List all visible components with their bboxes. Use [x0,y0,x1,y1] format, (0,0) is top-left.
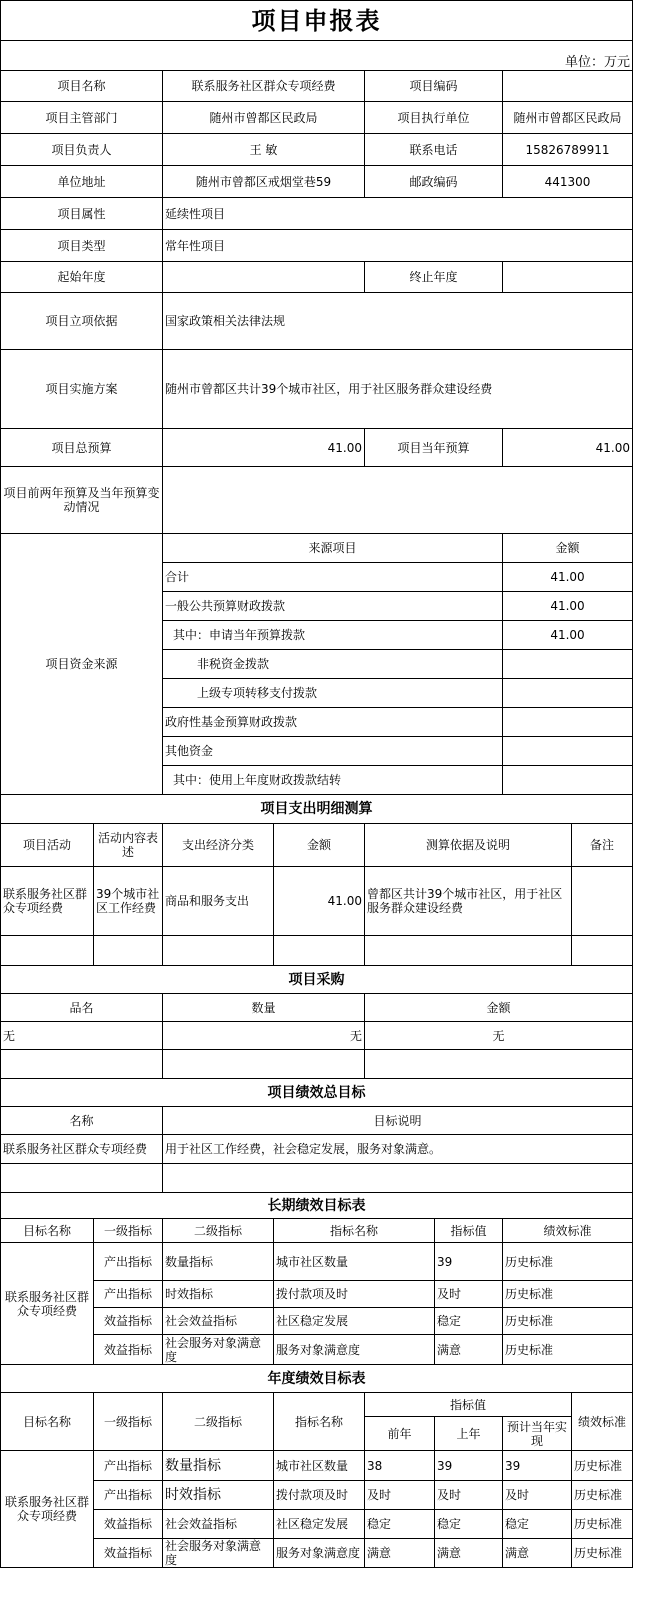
dept-label: 项目主管部门 [1,102,163,134]
address-label: 单位地址 [1,166,163,198]
value-prev2: 满意 [365,1539,435,1568]
annual-header: 绩效标准 [572,1393,633,1451]
empty-cell [1,1050,163,1079]
level2-indicator: 社会服务对象满意度 [163,1539,274,1568]
procurement-amount: 无 [365,1022,633,1050]
level2-indicator: 社会服务对象满意度 [163,1335,274,1365]
exec-unit-value: 随州市曾都区民政局 [503,102,633,134]
value-prev1: 稳定 [435,1510,503,1539]
goal-section-title: 项目绩效总目标 [1,1079,633,1107]
longterm-header: 二级指标 [163,1219,274,1243]
empty-cell [163,1164,633,1193]
budget-change-label: 项目前两年预算及当年预算变动情况 [1,467,163,534]
end-year-value [503,262,633,293]
procurement-item: 无 [1,1022,163,1050]
level1-indicator: 产出指标 [94,1481,163,1510]
level2-indicator: 时效指标 [163,1481,274,1510]
performance-standard: 历史标准 [572,1539,633,1568]
level1-indicator: 产出指标 [94,1281,163,1308]
indicator-value: 满意 [435,1335,503,1365]
empty-cell [572,936,633,966]
start-year-value [163,262,365,293]
indicator-name: 拨付款项及时 [274,1281,435,1308]
budget-change-value [163,467,633,534]
empty-cell [1,1164,163,1193]
annual-subheader: 上年 [435,1417,503,1451]
procurement-header: 品名 [1,994,163,1022]
leader-value: 王 敏 [163,134,365,166]
procurement-header: 金额 [365,994,633,1022]
expense-header: 金额 [274,824,365,867]
funding-row-amount [503,737,633,766]
expense-activity: 联系服务社区群众专项经费 [1,867,94,936]
annual-header: 一级指标 [94,1393,163,1451]
current-budget-value: 41.00 [503,429,633,467]
value-prev1: 及时 [435,1481,503,1510]
goal-header: 目标说明 [163,1107,633,1135]
type-label: 项目类型 [1,230,163,262]
procurement-header: 数量 [163,994,365,1022]
value-prev2: 38 [365,1451,435,1481]
annual-target-name: 联系服务社区群众专项经费 [1,1451,94,1568]
unit-label: 单位：万元 [1,41,633,71]
funding-col-source: 来源项目 [163,534,503,563]
annual-header: 指标值 [365,1393,572,1417]
expense-header: 项目活动 [1,824,94,867]
attribute-value: 延续性项目 [163,198,633,230]
value-prev2: 稳定 [365,1510,435,1539]
goal-description: 用于社区工作经费，社会稳定发展，服务对象满意。 [163,1135,633,1164]
funding-row-amount: 41.00 [503,592,633,621]
funding-row-name: 合计 [163,563,503,592]
performance-standard: 历史标准 [572,1510,633,1539]
funding-col-amount: 金额 [503,534,633,563]
funding-row-name: 上级专项转移支付拨款 [163,679,503,708]
procurement-section-title: 项目采购 [1,966,633,994]
indicator-value: 稳定 [435,1308,503,1335]
phone-label: 联系电话 [365,134,503,166]
funding-row-name: 其他资金 [163,737,503,766]
funding-row-amount [503,708,633,737]
value-prev1: 39 [435,1451,503,1481]
indicator-name: 社区稳定发展 [274,1510,365,1539]
level2-indicator: 社会效益指标 [163,1308,274,1335]
value-prev2: 及时 [365,1481,435,1510]
total-budget-value: 41.00 [163,429,365,467]
dept-value: 随州市曾都区民政局 [163,102,365,134]
expense-header: 备注 [572,824,633,867]
empty-cell [365,936,572,966]
zip-label: 邮政编码 [365,166,503,198]
empty-cell [163,936,274,966]
funding-row-amount [503,766,633,795]
level1-indicator: 效益指标 [94,1539,163,1568]
value-current: 稳定 [503,1510,572,1539]
phone-value: 15826789911 [503,134,633,166]
funding-row-name: 其中：使用上年度财政拨款结转 [163,766,503,795]
indicator-name: 社区稳定发展 [274,1308,435,1335]
longterm-header: 一级指标 [94,1219,163,1243]
level1-indicator: 效益指标 [94,1308,163,1335]
funding-row-amount: 41.00 [503,621,633,650]
performance-standard: 历史标准 [503,1308,633,1335]
longterm-section-title: 长期绩效目标表 [1,1193,633,1219]
performance-standard: 历史标准 [503,1281,633,1308]
value-current: 39 [503,1451,572,1481]
procurement-quantity: 无 [163,1022,365,1050]
performance-standard: 历史标准 [572,1451,633,1481]
longterm-header: 目标名称 [1,1219,94,1243]
performance-standard: 历史标准 [503,1243,633,1281]
funding-row-amount [503,679,633,708]
longterm-target-name: 联系服务社区群众专项经费 [1,1243,94,1365]
expense-amount: 41.00 [274,867,365,936]
level1-indicator: 产出指标 [94,1243,163,1281]
expense-note [572,867,633,936]
annual-header: 二级指标 [163,1393,274,1451]
project-name-label: 项目名称 [1,71,163,102]
zip-value: 441300 [503,166,633,198]
funding-row-name: 非税资金拨款 [163,650,503,679]
form-title: 项目申报表 [1,1,633,41]
funding-row-name: 其中：申请当年预算拨款 [163,621,503,650]
expense-header: 支出经济分类 [163,824,274,867]
empty-cell [163,1050,365,1079]
attribute-label: 项目属性 [1,198,163,230]
basis-label: 项目立项依据 [1,293,163,350]
longterm-header: 指标名称 [274,1219,435,1243]
expense-header: 活动内容表述 [94,824,163,867]
level2-indicator: 数量指标 [163,1243,274,1281]
end-year-label: 终止年度 [365,262,503,293]
level2-indicator: 社会效益指标 [163,1510,274,1539]
project-code-label: 项目编码 [365,71,503,102]
annual-subheader: 预计当年实现 [503,1417,572,1451]
longterm-header: 指标值 [435,1219,503,1243]
current-budget-label: 项目当年预算 [365,429,503,467]
indicator-value: 及时 [435,1281,503,1308]
empty-cell [274,936,365,966]
indicator-value: 39 [435,1243,503,1281]
goal-header: 名称 [1,1107,163,1135]
level1-indicator: 效益指标 [94,1335,163,1365]
value-prev1: 满意 [435,1539,503,1568]
funding-row-name: 一般公共预算财政拨款 [163,592,503,621]
empty-cell [365,1050,633,1079]
type-value: 常年性项目 [163,230,633,262]
project-code-value [503,71,633,102]
annual-subheader: 前年 [365,1417,435,1451]
expense-basis: 曾都区共计39个城市社区，用于社区服务群众建设经费 [365,867,572,936]
indicator-name: 服务对象满意度 [274,1539,365,1568]
performance-standard: 历史标准 [503,1335,633,1365]
funding-row-amount [503,650,633,679]
project-name-value: 联系服务社区群众专项经费 [163,71,365,102]
total-budget-label: 项目总预算 [1,429,163,467]
value-current: 及时 [503,1481,572,1510]
expense-header: 测算依据及说明 [365,824,572,867]
annual-section-title: 年度绩效目标表 [1,1365,633,1393]
start-year-label: 起始年度 [1,262,163,293]
empty-cell [1,936,94,966]
level1-indicator: 效益指标 [94,1510,163,1539]
indicator-name: 服务对象满意度 [274,1335,435,1365]
address-value: 随州市曾都区戒烟堂巷59 [163,166,365,198]
exec-unit-label: 项目执行单位 [365,102,503,134]
value-current: 满意 [503,1539,572,1568]
expense-category: 商品和服务支出 [163,867,274,936]
expense-section-title: 项目支出明细测算 [1,795,633,824]
funding-row-amount: 41.00 [503,563,633,592]
annual-header: 指标名称 [274,1393,365,1451]
indicator-name: 拨付款项及时 [274,1481,365,1510]
level2-indicator: 数量指标 [163,1451,274,1481]
plan-value: 随州市曾都区共计39个城市社区，用于社区服务群众建设经费 [163,350,633,429]
level2-indicator: 时效指标 [163,1281,274,1308]
funding-row-name: 政府性基金预算财政拨款 [163,708,503,737]
leader-label: 项目负责人 [1,134,163,166]
longterm-header: 绩效标准 [503,1219,633,1243]
level1-indicator: 产出指标 [94,1451,163,1481]
empty-cell [94,936,163,966]
plan-label: 项目实施方案 [1,350,163,429]
performance-standard: 历史标准 [572,1481,633,1510]
annual-header: 目标名称 [1,1393,94,1451]
expense-content: 39个城市社区工作经费 [94,867,163,936]
basis-value: 国家政策相关法律法规 [163,293,633,350]
goal-name: 联系服务社区群众专项经费 [1,1135,163,1164]
indicator-name: 城市社区数量 [274,1451,365,1481]
indicator-name: 城市社区数量 [274,1243,435,1281]
funding-source-label: 项目资金来源 [1,534,163,795]
